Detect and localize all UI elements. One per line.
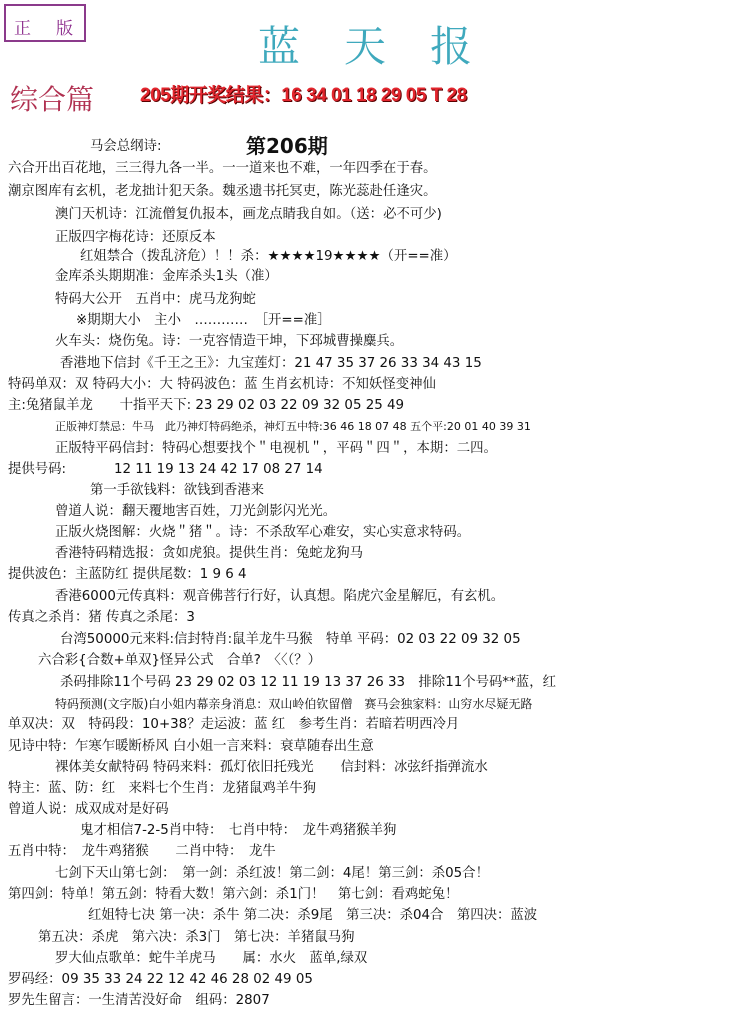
badge-char-2: 版 xyxy=(56,19,73,39)
content-line: ※期期大小 主小 ………… ［开==准］ xyxy=(76,313,331,328)
content-line: 正版神灯禁忌：牛马 此乃神灯特码绝杀，神灯五中特:36 46 18 07 48 五个平:20 01 40 39 31 xyxy=(55,420,531,433)
content-line: 曾道人说：翻天覆地害百姓，刀光剑影闪光光。 xyxy=(55,504,337,519)
content-line: 主:兔猪鼠羊龙 十指平天下: 23 29 02 03 22 09 32 05 25 49 xyxy=(8,398,405,413)
content-line: 传真之杀肖：猪 传真之杀尾：3 xyxy=(8,610,195,625)
content-line: 六合开出百花地，三三得九各一半。一一道来也不难，一年四季在于春。 xyxy=(8,161,437,176)
newspaper-title: 蓝天报 xyxy=(257,22,516,71)
content-line: 香港特码精选报：贪如虎狼。提供生肖：兔蛇龙狗马 xyxy=(55,546,363,561)
content-line: 曾道人说：成双成对是好码 xyxy=(8,802,169,817)
content-line: 正版特平码信封：特码心想要找个＂电视机＂，平码＂四＂，本期：二四。 xyxy=(55,441,497,456)
content-line: 见诗中特：乍寒乍暖断桥风 白小姐一言来料：衰草随春出生意 xyxy=(8,739,374,754)
content-line: 单双决：双 特码段：10+38？走运波：蓝 红 参考生肖：若暗若明西冷月 xyxy=(8,717,460,732)
content-line: 潮京图库有玄机，老龙拙计犯天条。魏丞遗书托冥吏，陈光蕊赴任逢灾。 xyxy=(8,184,437,199)
content-line: 罗先生留言：一生清苦没好命 组码：2807 xyxy=(8,993,270,1008)
content-line: 12 11 19 13 24 42 17 08 27 14 xyxy=(114,462,323,477)
badge-char-1: 正 xyxy=(14,19,31,39)
content-line: 香港地下信封《千王之王》：九宝莲灯：21 47 35 37 26 33 34 43 15 xyxy=(60,356,482,371)
content-line: 马会总纲诗: xyxy=(90,139,162,154)
issue-number: 第206期 xyxy=(246,134,328,158)
content-line: 火车头：烧伤兔。诗：一克容情造干坤，下邳城曹操麋兵。 xyxy=(55,334,404,349)
content-line: 第一手欲钱料：欲钱到香港来 xyxy=(90,483,265,498)
content-line: 第五决：杀虎 第六决：杀3门 第七决：羊猪鼠马狗 xyxy=(38,930,355,945)
section-label: 综合篇 xyxy=(10,83,95,116)
content-line: 特码单双：双 特码大小：大 特码波色：蓝 生肖玄机诗：不知妖怪变神仙 xyxy=(8,377,436,392)
content-line: 正版四字梅花诗：还原反本 xyxy=(55,230,216,245)
content-line: 五肖中特： 龙牛鸡猪猴 二肖中特： 龙牛 xyxy=(8,844,276,859)
content-line: 香港6000元传真料：观音佛菩行行好，认真想。陷虎穴金星解厄，有玄机。 xyxy=(55,589,505,604)
content-line: 红姐禁合（拨乱济危）！！杀：★★★★19★★★★（开==准） xyxy=(80,249,457,264)
content-line: 特主：蓝、防：红 来料七个生肖：龙猪鼠鸡羊牛狗 xyxy=(8,781,316,796)
content-line: 提供波色：主蓝防红 提供尾数：1 9 6 4 xyxy=(8,567,247,582)
content-line: 正版火烧图解：火烧＂猪＂。诗：不杀敌军心难安，实心实意求特码。 xyxy=(55,525,471,540)
content-line: 裸体美女献特码 特码来料：孤灯依旧托残光 信封料：冰弦纤指弹流水 xyxy=(55,760,488,775)
content-line: 七剑下天山第七剑： 第一剑：杀红波！第二剑：4尾！第三剑：杀05合！ xyxy=(55,866,489,881)
content-line: 特码预测(文字版)白小姐内幕亲身消息：双山岭伯钦留僧 赛马会独家料：山穷水尽疑无路 xyxy=(55,697,533,711)
content-line: 鬼才相信7-2-5肖中特： 七肖中特： 龙牛鸡猪猴羊狗 xyxy=(80,823,397,838)
draw-result-banner: 205期开奖结果：16 34 01 18 29 05 T 28 xyxy=(140,85,467,106)
content-line: 罗大仙点歌单：蛇牛羊虎马 属：水火 蓝单,绿双 xyxy=(55,951,368,966)
content-line: 第四剑：特单！第五剑：特看大数！第六剑：杀1门！ 第七剑：看鸡蛇兔！ xyxy=(8,887,459,902)
content-line: 提供号码: xyxy=(8,462,67,477)
content-line: 六合彩{合数+单双}怪异公式 合单? 〈〈（？） xyxy=(38,653,322,668)
content-line: 红姐特七决 第一决：杀牛 第二决：杀9尾 第三决：杀04合 第四决：蓝波 xyxy=(88,908,538,923)
content-line: 杀码排除11个号码 23 29 02 03 12 11 19 13 37 26 33 排除11个号码**蓝，红 xyxy=(60,675,556,690)
content-line: 特码大公开 五肖中：虎马龙狗蛇 xyxy=(55,292,256,307)
content-line: 金库杀头期期准：金库杀头1头（准） xyxy=(55,269,278,284)
content-line: 澳门天机诗：江流僧复仇报本，画龙点睛我自如。（送：必不可少) xyxy=(55,207,442,222)
content-line: 罗码经：09 35 33 24 22 12 42 46 28 02 49 05 xyxy=(8,972,313,987)
content-line: 台湾50000元来料:信封特肖:鼠羊龙牛马猴 特单 平码：02 03 22 09 32 05 xyxy=(60,632,521,647)
